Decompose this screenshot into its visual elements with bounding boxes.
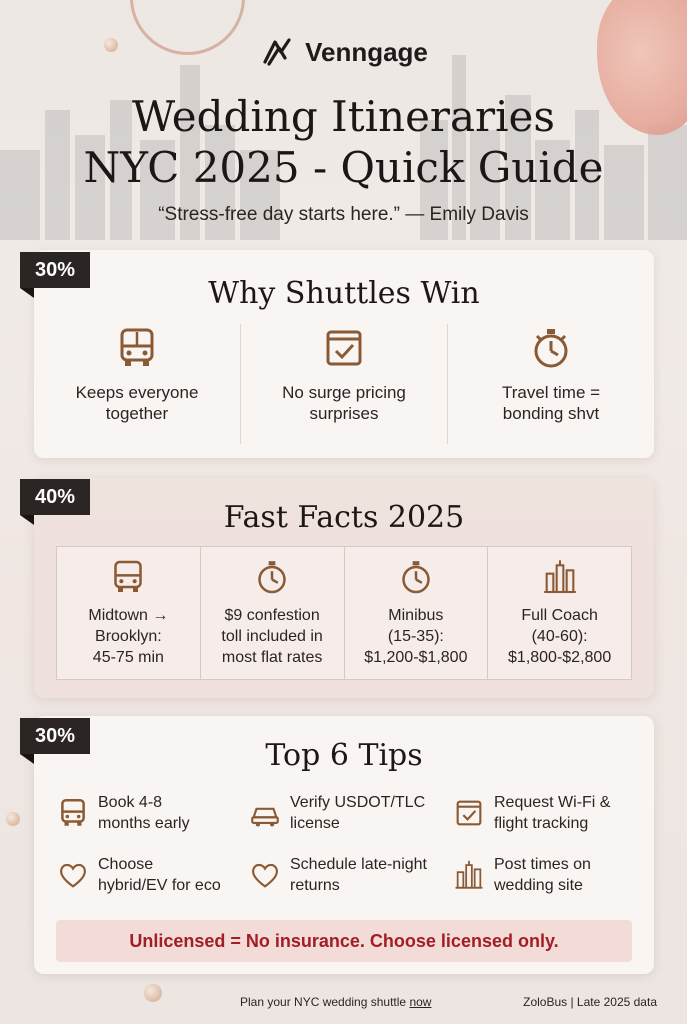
share-badge: 30%	[20, 252, 90, 288]
tip-text: hybrid/EV for eco	[98, 877, 221, 894]
tip-text: months early	[98, 815, 190, 832]
bus-icon	[113, 324, 161, 372]
bus-icon	[108, 557, 148, 597]
quote-text: “Stress-free day starts here.” — Emily Davis	[158, 204, 529, 225]
share-badge: 40%	[20, 479, 90, 515]
pearl-decoration	[6, 812, 20, 826]
why-shuttles-card	[34, 250, 654, 458]
footer-cta	[240, 995, 431, 1009]
tip-text: Post times on	[494, 856, 591, 873]
tip-text: Choose	[98, 856, 154, 873]
fact-item	[57, 547, 200, 679]
benefit-item	[447, 324, 654, 444]
benefit-text: Keeps everyone	[75, 383, 199, 402]
brand-logo[interactable]	[0, 34, 687, 70]
fact-text: toll included in	[221, 628, 323, 645]
fact-text: (40-60):	[531, 628, 588, 645]
tip-text: returns	[290, 877, 340, 894]
fact-item	[200, 547, 344, 679]
stopwatch-icon	[527, 324, 575, 372]
page-title-line1: Wedding Itineraries	[132, 92, 555, 141]
fact-text: $9 confestion	[224, 607, 320, 624]
fact-text: Minibus	[388, 607, 444, 624]
fact-text: $1,200-$1,800	[364, 649, 468, 666]
benefit-text: bonding shvt	[502, 404, 600, 423]
tip-item	[452, 854, 591, 896]
footer-cta-link[interactable]: now	[409, 995, 432, 1009]
top-tips-card	[34, 716, 654, 974]
heart-icon	[56, 858, 90, 892]
benefit-item	[34, 324, 240, 444]
stopwatch-icon	[252, 557, 292, 597]
benefit-item	[240, 324, 447, 444]
tip-text: Schedule late-night	[290, 856, 427, 873]
fact-text: Full Coach	[521, 607, 598, 624]
brand-name: Venngage	[305, 36, 428, 67]
heart-icon	[248, 858, 282, 892]
tip-text: wedding site	[494, 877, 583, 894]
footer-cta-text: Plan your NYC wedding shuttle	[240, 995, 410, 1009]
fact-text: Midtown →	[88, 607, 169, 624]
benefit-text: together	[105, 404, 169, 423]
skyline-icon	[540, 557, 580, 597]
car-icon	[248, 796, 282, 830]
tip-item	[248, 792, 425, 834]
tip-item	[248, 854, 427, 896]
tip-text: Book 4-8	[98, 794, 163, 811]
fact-text: Brooklyn:	[95, 628, 162, 645]
section-title: Top 6 Tips	[265, 738, 423, 773]
fact-item	[344, 547, 488, 679]
tip-item	[452, 792, 610, 834]
stopwatch-icon	[396, 557, 436, 597]
skyline-icon	[452, 858, 486, 892]
bus-icon	[56, 796, 90, 830]
footer-source: ZoloBus | Late 2025 data	[523, 995, 657, 1009]
tip-text: license	[290, 815, 340, 832]
fact-text: 45-75 min	[92, 649, 164, 666]
fact-item	[487, 547, 631, 679]
benefit-text: Travel time =	[501, 383, 601, 402]
calendar-check-icon	[320, 324, 368, 372]
tip-text: flight tracking	[494, 815, 589, 832]
page-title-line2: NYC 2025 - Quick Guide	[83, 143, 604, 192]
tip-text: Verify USDOT/TLC	[290, 794, 426, 811]
venngage-logo-icon	[259, 34, 295, 70]
tip-item	[56, 854, 221, 896]
fast-facts-card	[34, 478, 654, 698]
benefit-text: surprises	[309, 404, 379, 423]
share-badge: 30%	[20, 718, 90, 754]
tip-text: Request Wi-Fi &	[494, 794, 611, 811]
benefit-text: No surge pricing	[282, 383, 406, 402]
warning-banner: Unlicensed = No insurance. Choose licensed only.	[56, 920, 632, 962]
calendar-check-icon	[452, 796, 486, 830]
fact-text: (15-35):	[387, 628, 444, 645]
fact-text: most flat rates	[221, 649, 323, 666]
section-title: Fast Facts 2025	[223, 500, 465, 535]
pearl-decoration	[144, 984, 162, 1002]
tip-item	[56, 792, 190, 834]
fact-text: $1,800-$2,800	[508, 649, 612, 666]
section-title: Why Shuttles Win	[208, 276, 480, 311]
